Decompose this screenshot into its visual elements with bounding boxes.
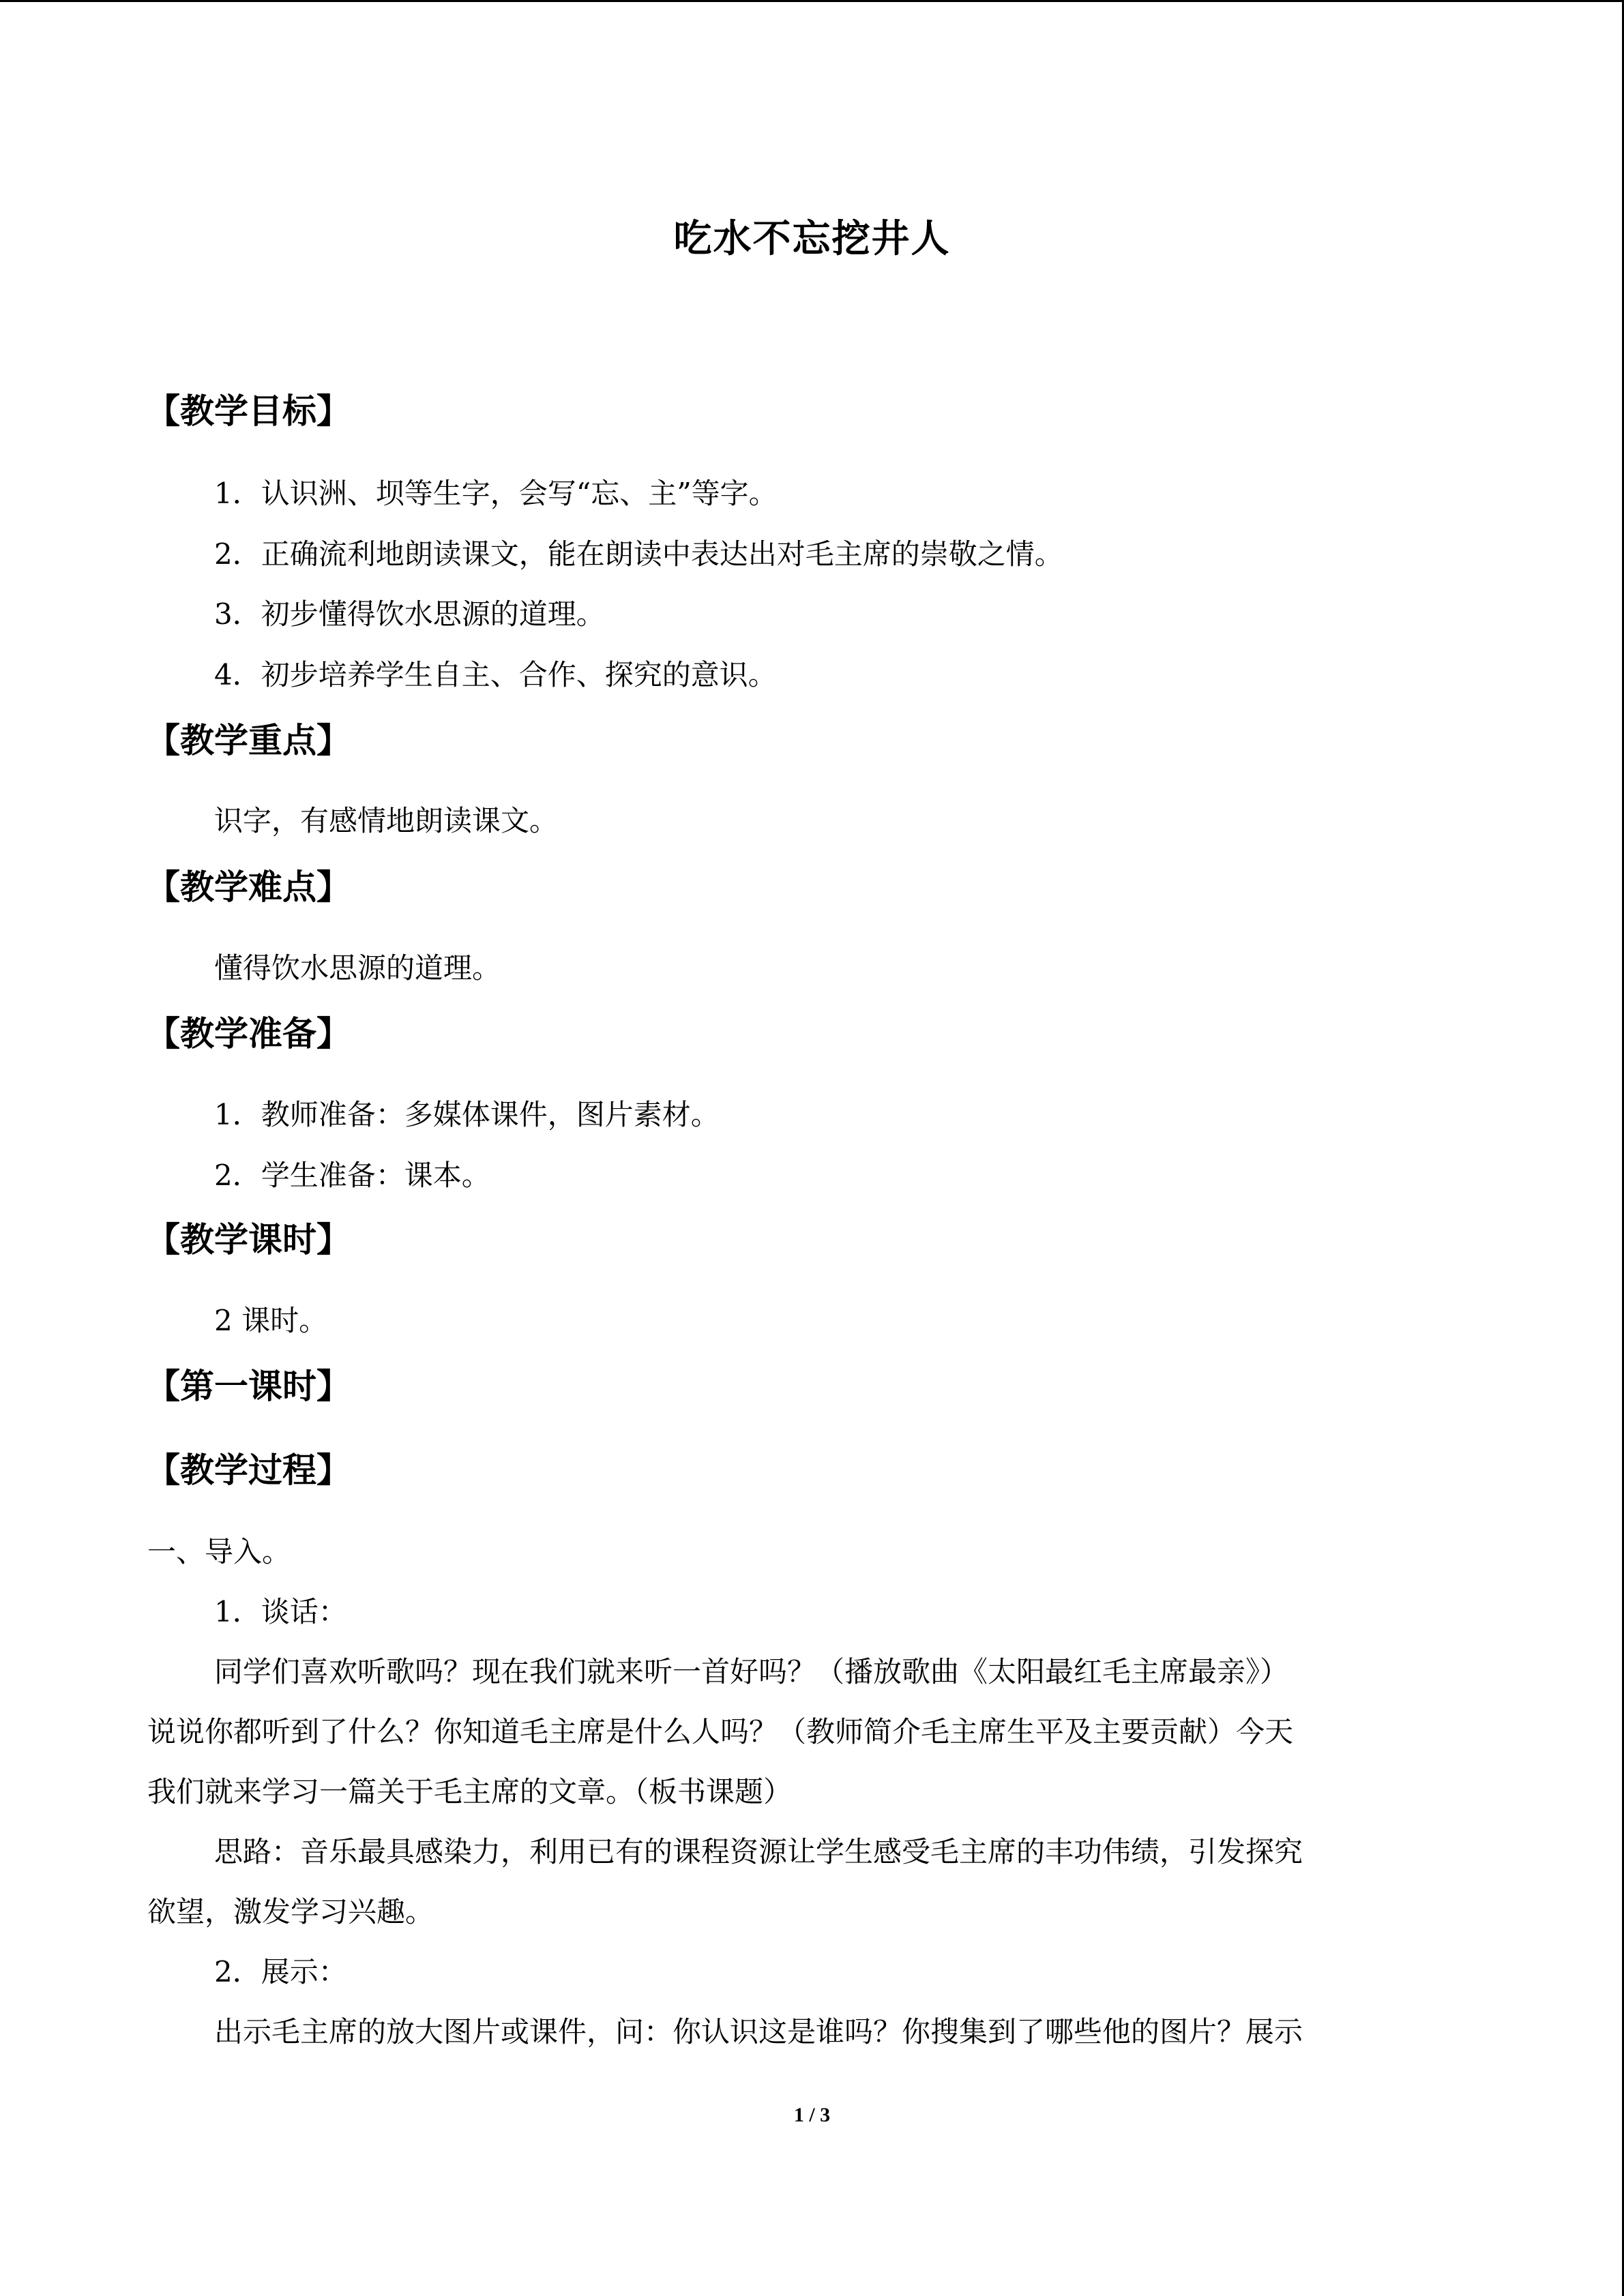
process-part-one: 一、导入。 xyxy=(147,1535,291,1568)
show-line-1: 出示毛主席的放大图片或课件，问：你认识这是谁吗？你搜集到了哪些他的图片？展示 xyxy=(214,2015,1303,2048)
objective-item-1: 1．认识洲、坝等生字，会写“忘、主”等字。 xyxy=(214,477,778,510)
page-number: 1 / 3 xyxy=(793,2104,831,2126)
hours-text: 2 课时。 xyxy=(214,1304,328,1337)
heading-process: 【教学过程】 xyxy=(146,1450,351,1490)
objective-item-2: 2．正确流利地朗读课文，能在朗读中表达出对毛主席的崇敬之情。 xyxy=(214,537,1063,571)
heading-difficulties: 【教学难点】 xyxy=(146,867,351,907)
difficulties-text: 懂得饮水思源的道理。 xyxy=(214,951,501,985)
page-border-top xyxy=(0,0,1624,2)
preparation-item-2: 2．学生准备：课本。 xyxy=(214,1159,490,1192)
talk-line-3: 我们就来学习一篇关于毛主席的文章。（板书课题） xyxy=(147,1775,793,1808)
heading-first-lesson: 【第一课时】 xyxy=(146,1367,351,1406)
talk-line-1: 同学们喜欢听歌吗？现在我们就来听一首好吗？（播放歌曲《太阳最红毛主席最亲》） xyxy=(214,1655,1289,1688)
key-points-text: 识字，有感情地朗读课文。 xyxy=(214,804,559,837)
heading-preparation: 【教学准备】 xyxy=(146,1014,351,1054)
heading-hours: 【教学课时】 xyxy=(146,1220,351,1259)
preparation-item-1: 1．教师准备：多媒体课件，图片素材。 xyxy=(214,1098,720,1131)
process-show-label: 2．展示： xyxy=(214,1955,347,1988)
objective-item-4: 4．初步培养学生自主、合作、探究的意识。 xyxy=(214,658,777,691)
talk-line-2: 说说你都听到了什么？你知道毛主席是什么人吗？（教师简介毛主席生平及主要贡献）今天 xyxy=(147,1715,1294,1748)
document-title: 吃水不忘挖井人 xyxy=(673,217,951,261)
process-talk-label: 1．谈话： xyxy=(214,1595,347,1628)
objective-item-3: 3．初步懂得饮水思源的道理。 xyxy=(214,597,605,631)
idea-line-1: 思路：音乐最具感染力，利用已有的课程资源让学生感受毛主席的丰功伟绩，引发探究 xyxy=(214,1835,1303,1868)
heading-key-points: 【教学重点】 xyxy=(146,721,351,760)
heading-objectives: 【教学目标】 xyxy=(146,391,351,431)
idea-line-2: 欲望，激发学习兴趣。 xyxy=(147,1895,434,1928)
